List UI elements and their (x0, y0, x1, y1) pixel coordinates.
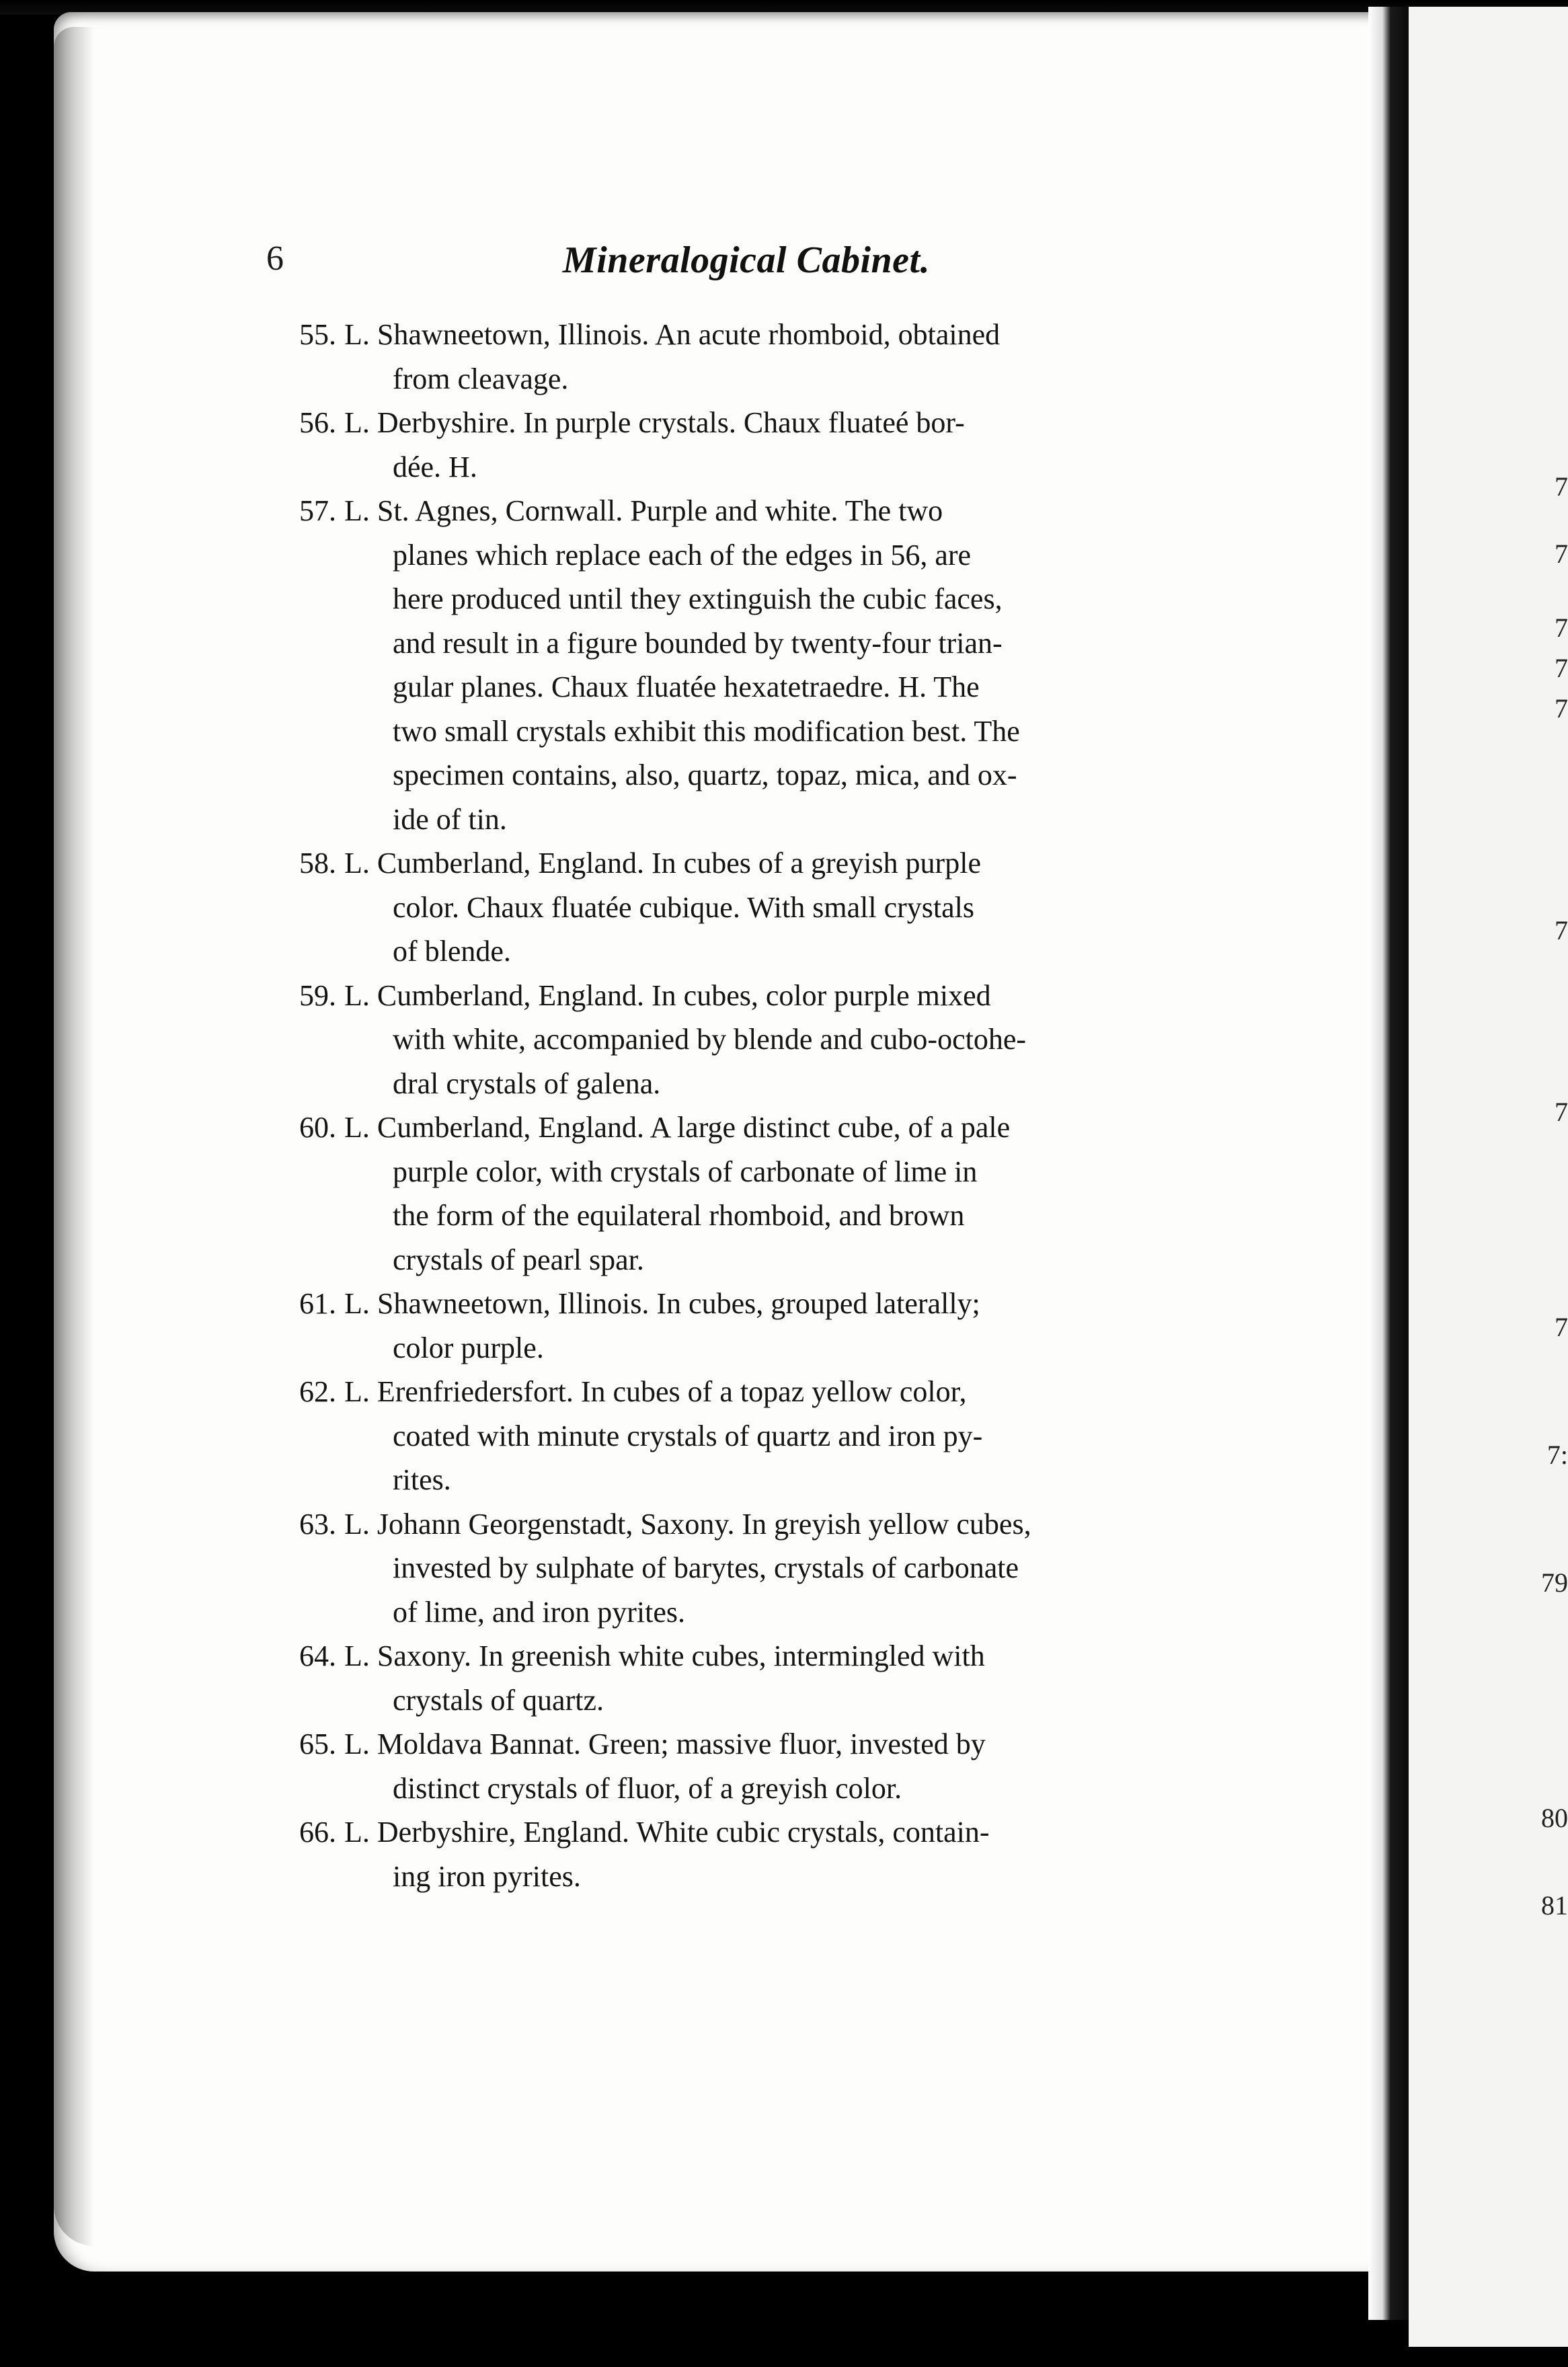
entry-text (344, 1282, 1224, 1370)
facing-page-number-fragment: 7 (1555, 471, 1568, 502)
catalogue-entry (282, 1502, 1224, 1635)
entry-line: color purple. (393, 1331, 544, 1364)
facing-page-number-fragment: 7 (1555, 613, 1568, 643)
facing-page-number-fragment: 7 (1555, 693, 1568, 724)
entry-line: and result in a figure bounded by twenty-four trian- (393, 626, 1003, 660)
facing-page-fragment (1409, 7, 1568, 2347)
catalogue-entry (282, 1722, 1224, 1810)
entry-text (344, 1502, 1224, 1635)
entry-line: crystals of pearl spar. (393, 1243, 644, 1276)
entry-line: gular planes. Chaux fluatée hexatetraedre. H. The (393, 670, 980, 703)
page-edge-shadow (54, 27, 94, 2246)
entry-text (344, 974, 1224, 1106)
catalogue-entry (282, 841, 1224, 974)
entry-line: color. Chaux fluatée cubique. With small crystals (393, 890, 974, 924)
entry-line: L. Shawneetown, Illinois. An acute rhomboid, obtained (344, 318, 1001, 351)
entry-line: L. Cumberland, England. A large distinct cube, of a pale (344, 1111, 1011, 1144)
entry-line: crystals of quartz. (393, 1683, 604, 1717)
entry-text (344, 1634, 1224, 1722)
entry-text (344, 1722, 1224, 1810)
entry-line: L. Erenfriedersfort. In cubes of a topaz yellow color, (344, 1375, 967, 1408)
entry-line: L. Cumberland, England. In cubes of a greyish purple (344, 847, 981, 880)
entry-line: of blende. (393, 935, 511, 968)
entry-number: 65. (299, 1728, 336, 1760)
entry-line: from cleavage. (393, 362, 569, 395)
entry-line: specimen contains, also, quartz, topaz, mica, and ox- (393, 759, 1017, 791)
entry-number: 66. (299, 1816, 336, 1849)
entry-number: 61. (299, 1287, 336, 1320)
facing-page-number-fragment: 7 (1555, 1097, 1568, 1127)
entry-line: L. Johann Georgenstadt, Saxony. In greyish yellow cubes, (344, 1507, 1031, 1541)
facing-page-number-fragment: 79 (1541, 1567, 1568, 1598)
entry-line: ing iron pyrites. (393, 1859, 581, 1893)
facing-page-number-fragment: 7: (1546, 1440, 1568, 1470)
catalogue-entry (282, 1105, 1224, 1282)
catalogue-entries (282, 313, 1224, 1898)
entry-number: 62. (299, 1375, 336, 1408)
entry-line: dée. H. (393, 450, 477, 483)
book-gutter (1368, 7, 1409, 2320)
entry-line: ide of tin. (393, 802, 507, 836)
entry-line: purple color, with crystals of carbonate of lime in (393, 1155, 978, 1188)
entry-line: of lime, and iron pyrites. (393, 1595, 686, 1629)
entry-line: planes which replace each of the edges in 56, are (393, 538, 972, 572)
entry-line: distinct crystals of fluor, of a greyish color. (393, 1771, 902, 1805)
entry-line: here produced until they extinguish the cubic faces, (393, 582, 1003, 615)
entry-text (344, 1105, 1224, 1282)
catalogue-entry (282, 1282, 1224, 1370)
facing-page-number-fragment: 80 (1541, 1803, 1568, 1833)
catalogue-entry (282, 401, 1224, 489)
entry-number: 59. (299, 978, 336, 1012)
entry-text (344, 489, 1224, 841)
entry-line: coated with minute crystals of quartz and iron py- (393, 1419, 983, 1452)
entry-number: 64. (299, 1639, 336, 1672)
entry-number: 63. (299, 1507, 336, 1541)
catalogue-entry (282, 313, 1224, 401)
entry-line: invested by sulphate of barytes, crystals of carbonate (393, 1551, 1019, 1584)
entry-line: L. Saxony. In greenish white cubes, intermingled with (344, 1639, 985, 1672)
page-number: 6 (266, 239, 284, 278)
entry-number: 58. (299, 847, 336, 880)
entry-number: 57. (299, 494, 336, 527)
facing-page-number-fragment: 81 (1541, 1890, 1568, 1920)
entry-line: with white, accompanied by blende and cubo-octohe- (393, 1023, 1027, 1056)
entry-text (344, 313, 1224, 401)
page-header (266, 239, 1224, 286)
catalogue-entry (282, 489, 1224, 841)
facing-page-number-fragment: 7 (1555, 915, 1568, 945)
catalogue-entry (282, 1634, 1224, 1722)
facing-page-number-fragment: 7 (1555, 1312, 1568, 1342)
entry-line: L. St. Agnes, Cornwall. Purple and white. The two (344, 494, 943, 527)
catalogue-entry (282, 974, 1224, 1106)
entry-line: dral crystals of galena. (393, 1066, 661, 1100)
entry-text (344, 1810, 1224, 1898)
catalogue-entry (282, 1370, 1224, 1502)
catalogue-entry (282, 1810, 1224, 1898)
entry-line: L. Derbyshire. In purple crystals. Chaux fluateé bor- (344, 406, 965, 439)
entry-number: 55. (299, 318, 336, 351)
running-title: Mineralogical Cabinet. (562, 239, 931, 281)
entry-line: two small crystals exhibit this modification best. The (393, 714, 1020, 748)
entry-line: L. Derbyshire, England. White cubic crystals, contain- (344, 1816, 990, 1849)
entry-number: 56. (299, 406, 336, 439)
entry-number: 60. (299, 1111, 336, 1144)
entry-line: L. Cumberland, England. In cubes, color purple mixed (344, 978, 991, 1012)
facing-page-number-fragment: 7 (1555, 539, 1568, 569)
entry-line: L. Moldava Bannat. Green; massive fluor, invested by (344, 1728, 986, 1760)
entry-line: the form of the equilateral rhomboid, and brown (393, 1199, 965, 1232)
entry-text (344, 1370, 1224, 1502)
facing-page-number-fragment: 7 (1555, 653, 1568, 683)
entry-line: rites. (393, 1463, 451, 1496)
entry-text (344, 841, 1224, 974)
entry-text (344, 401, 1224, 489)
entry-line: L. Shawneetown, Illinois. In cubes, grouped laterally; (344, 1287, 980, 1320)
